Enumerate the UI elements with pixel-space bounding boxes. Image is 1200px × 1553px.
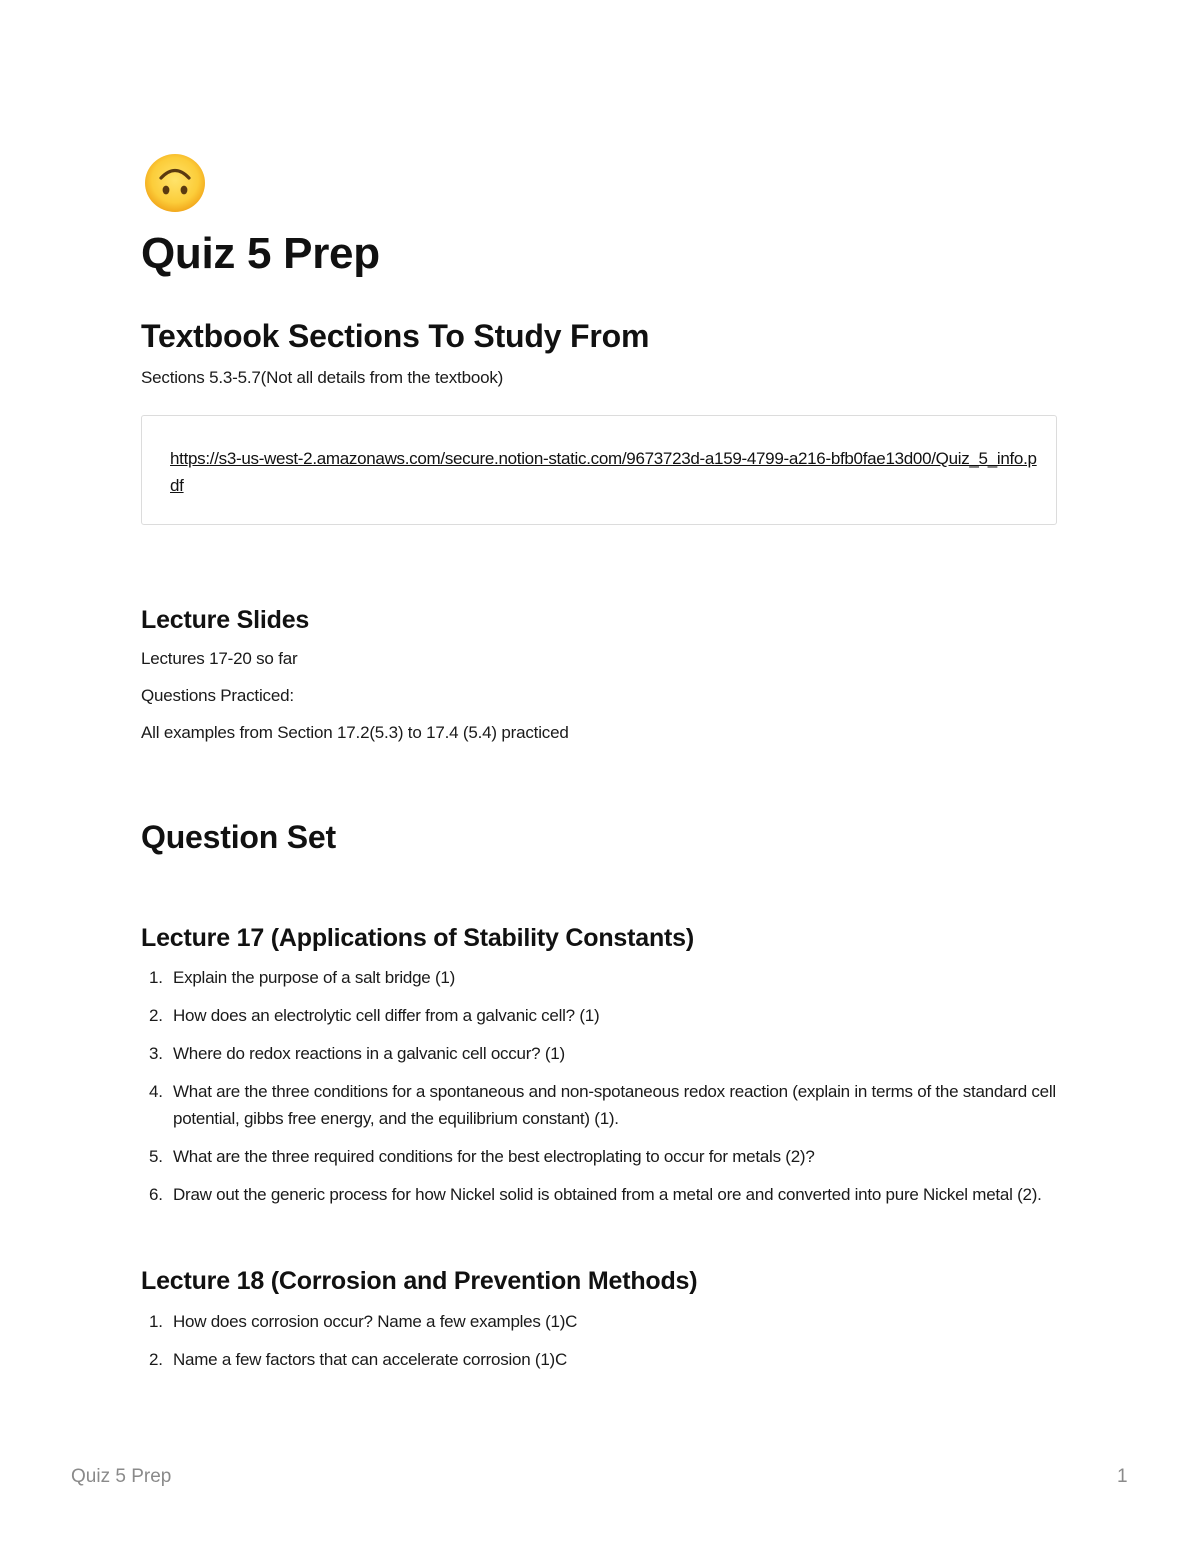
lecture-17-heading: Lecture 17 (Applications of Stability Constants) bbox=[141, 924, 694, 952]
list-item: 1. Explain the purpose of a salt bridge (1) bbox=[149, 968, 456, 987]
lecture-18-questions bbox=[141, 1308, 1061, 1384]
textbook-heading: Textbook Sections To Study From bbox=[141, 318, 650, 354]
textbook-note: Sections 5.3-5.7(Not all details from the textbook) bbox=[141, 368, 504, 387]
lecture-slides-line: All examples from Section 17.2(5.3) to 17.4 (5.4) practiced bbox=[141, 723, 569, 742]
lecture-slides-heading: Lecture Slides bbox=[141, 606, 310, 634]
link-bookmark[interactable] bbox=[141, 415, 1057, 525]
page-title: Quiz 5 Prep bbox=[141, 229, 380, 278]
lecture-slides-line: Questions Practiced: bbox=[141, 686, 294, 705]
list-item: 2. Name a few factors that can accelerate corrosion (1)C bbox=[149, 1350, 567, 1369]
list-item: 4. What are the three conditions for a spontaneous and non-spotaneous redox reaction (explain in terms of the standard cell potential, gibbs free energy, and the equilibrium constant) (1). bbox=[149, 1082, 1056, 1128]
list-item: 2. How does an electrolytic cell differ from a galvanic cell? (1) bbox=[149, 1006, 600, 1025]
list-item: 3. Where do redox reactions in a galvanic cell occur? (1) bbox=[149, 1044, 565, 1063]
upside-down-face-icon bbox=[144, 153, 206, 213]
footer-page-number: 1 bbox=[1117, 1466, 1128, 1487]
footer-title: Quiz 5 Prep bbox=[71, 1466, 172, 1487]
list-item: 5. What are the three required conditions for the best electroplating to occur for metals (2)? bbox=[149, 1147, 815, 1166]
lecture-slides-line: Lectures 17-20 so far bbox=[141, 649, 298, 668]
list-item: 6. Draw out the generic process for how Nickel solid is obtained from a metal ore and converted into pure Nickel metal (2). bbox=[149, 1185, 1042, 1204]
question-set-heading: Question Set bbox=[141, 819, 336, 855]
quiz-info-pdf-link[interactable]: https://s3-us-west-2.amazonaws.com/secure.notion-static.com/9673723d-a159-4799-a216-bfb0fae13d00/Quiz_5_info.pdf bbox=[170, 449, 1037, 495]
list-item: 1. How does corrosion occur? Name a few examples (1)C bbox=[149, 1312, 578, 1331]
lecture-17-questions bbox=[141, 964, 1061, 1219]
lecture-18-heading: Lecture 18 (Corrosion and Prevention Methods) bbox=[141, 1267, 698, 1295]
